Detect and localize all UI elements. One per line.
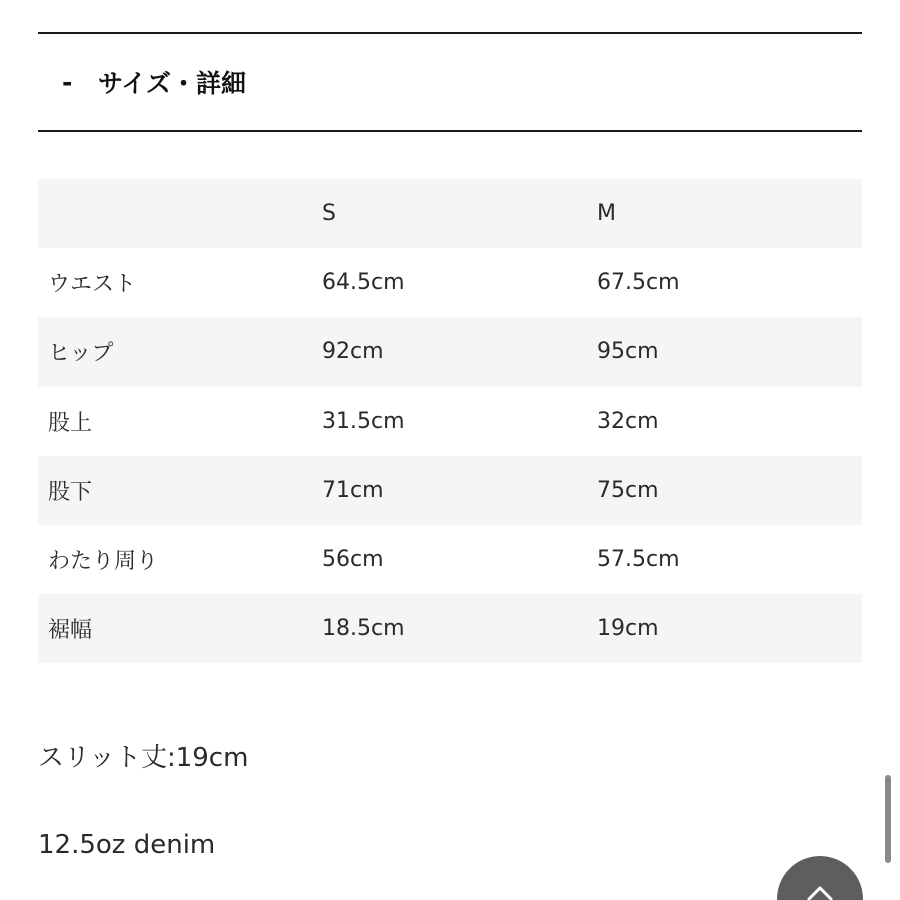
row-label: 裾幅: [38, 594, 312, 663]
size-m-value: 32cm: [597, 408, 659, 434]
slit-length-note: スリット丈:19cm: [38, 743, 249, 773]
divider-top: [38, 32, 862, 34]
section-title: サイズ・詳細: [98, 69, 247, 98]
table-row: [38, 456, 862, 525]
table-header-cell: S: [312, 179, 587, 248]
table-row: [38, 387, 862, 456]
table-row: [38, 317, 862, 386]
scrollbar-thumb[interactable]: [885, 775, 891, 863]
size-table: [38, 179, 862, 663]
table-row: [38, 594, 862, 663]
size-m-value: 19cm: [587, 594, 862, 663]
divider-bottom: [38, 130, 862, 132]
collapse-toggle[interactable]: -: [62, 67, 73, 97]
row-label: わたり周り: [48, 549, 159, 575]
table-header-cell: M: [587, 179, 862, 248]
row-label: ウエスト: [48, 272, 137, 298]
table-header-row: [38, 179, 862, 248]
size-m-value: 75cm: [587, 456, 862, 525]
size-details-accordion-header[interactable]: [62, 60, 246, 104]
size-s-value: 64.5cm: [322, 270, 405, 296]
size-s-value: 56cm: [322, 547, 384, 573]
back-to-top-button[interactable]: [777, 856, 863, 900]
size-s-value: 92cm: [312, 317, 587, 386]
size-s-value: 71cm: [312, 456, 587, 525]
size-m-value: 57.5cm: [597, 547, 680, 573]
size-m-value: 67.5cm: [597, 270, 680, 296]
row-label: 股下: [38, 456, 312, 525]
table-row: [38, 248, 862, 317]
size-s-value: 31.5cm: [322, 408, 405, 434]
size-m-value: 95cm: [587, 317, 862, 386]
chevron-up-icon: [806, 884, 834, 900]
table-row: [38, 525, 862, 594]
row-label: ヒップ: [38, 317, 312, 386]
size-s-value: 18.5cm: [312, 594, 587, 663]
fabric-note: 12.5oz denim: [38, 830, 216, 860]
table-header-cell: [38, 179, 312, 248]
row-label: 股上: [48, 410, 93, 436]
